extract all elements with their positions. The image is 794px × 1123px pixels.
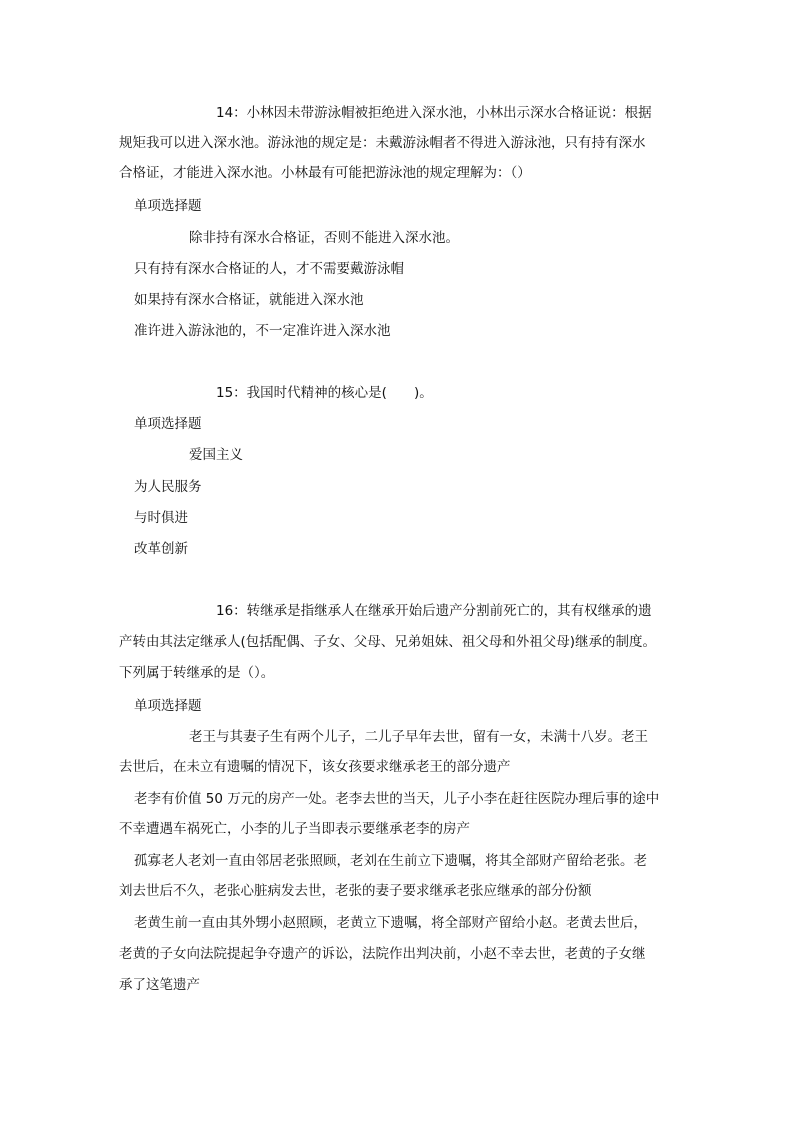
option-c: 与时俱进 [134,510,188,526]
question-stem-line: 下列属于转继承的是（）。 [119,665,275,681]
option-text-line: 不幸遭遇车祸死亡，小李的儿子当即表示要继承老李的房产 [119,821,470,837]
option-text-line: 去世后，在未立有遗嘱的情况下，该女孩要求继承老王的部分遗产 [119,759,511,775]
question-stem-line: 14：小林因未带游泳帽被拒绝进入深水池，小林出示深水合格证说：根据 [216,105,652,121]
option-text-line: 刘去世后不久，老张心脏病发去世，老张的妻子要求继承老张应继承的部分份额 [119,883,592,899]
option-a: 爱国主义 [189,447,243,463]
option-text-line: 孤寡老人老刘一直由邻居老张照顾，老刘在生前立下遗嘱，将其全部财产留给老张。老 [134,853,647,869]
option-text-line: 老王与其妻子生有两个儿子，二儿子早年去世，留有一女，未满十八岁。老王 [189,729,648,745]
question-type-label: 单项选择题 [134,698,202,714]
option-text-line: 老李有价值 50 万元的房产一处。老李去世的当天，儿子小李在赶往医院办理后事的途中 [134,791,660,807]
option-b: 为人民服务 [134,479,202,495]
option-text-line: 承了这笔遗产 [119,977,200,993]
question-stem-line: 16：转继承是指继承人在继承开始后遗产分割前死亡的，其有权继承的遗 [216,603,652,619]
option-b: 只有持有深水合格证的人，才不需要戴游泳帽 [134,261,404,277]
option-d: 准许进入游泳池的，不一定准许进入深水池 [134,323,391,339]
option-text-line: 老黄的子女向法院提起争夺遗产的诉讼，法院作出判决前，小赵不幸去世，老黄的子女继 [119,946,646,962]
question-stem-line: 规矩我可以进入深水池。游泳池的规定是：未戴游泳帽者不得进入游泳池，只有持有深水 [119,135,646,151]
question-type-label: 单项选择题 [134,416,202,432]
option-c: 如果持有深水合格证，就能进入深水池 [134,292,364,308]
option-d: 改革创新 [134,541,188,557]
option-text-line: 老黄生前一直由其外甥小赵照顾，老黄立下遗嘱，将全部财产留给小赵。老黄去世后， [134,915,647,931]
question-stem-line: 产转由其法定继承人(包括配偶、子女、父母、兄弟姐妹、祖父母和外祖父母)继承的制度。 [119,634,657,650]
question-stem-line: 合格证，才能进入深水池。小林最有可能把游泳池的规定理解为：（） [119,165,531,181]
question-stem-line: 15：我国时代精神的核心是( )。 [216,385,433,401]
option-a: 除非持有深水合格证，否则不能进入深水池。 [189,230,459,246]
question-type-label: 单项选择题 [134,198,202,214]
